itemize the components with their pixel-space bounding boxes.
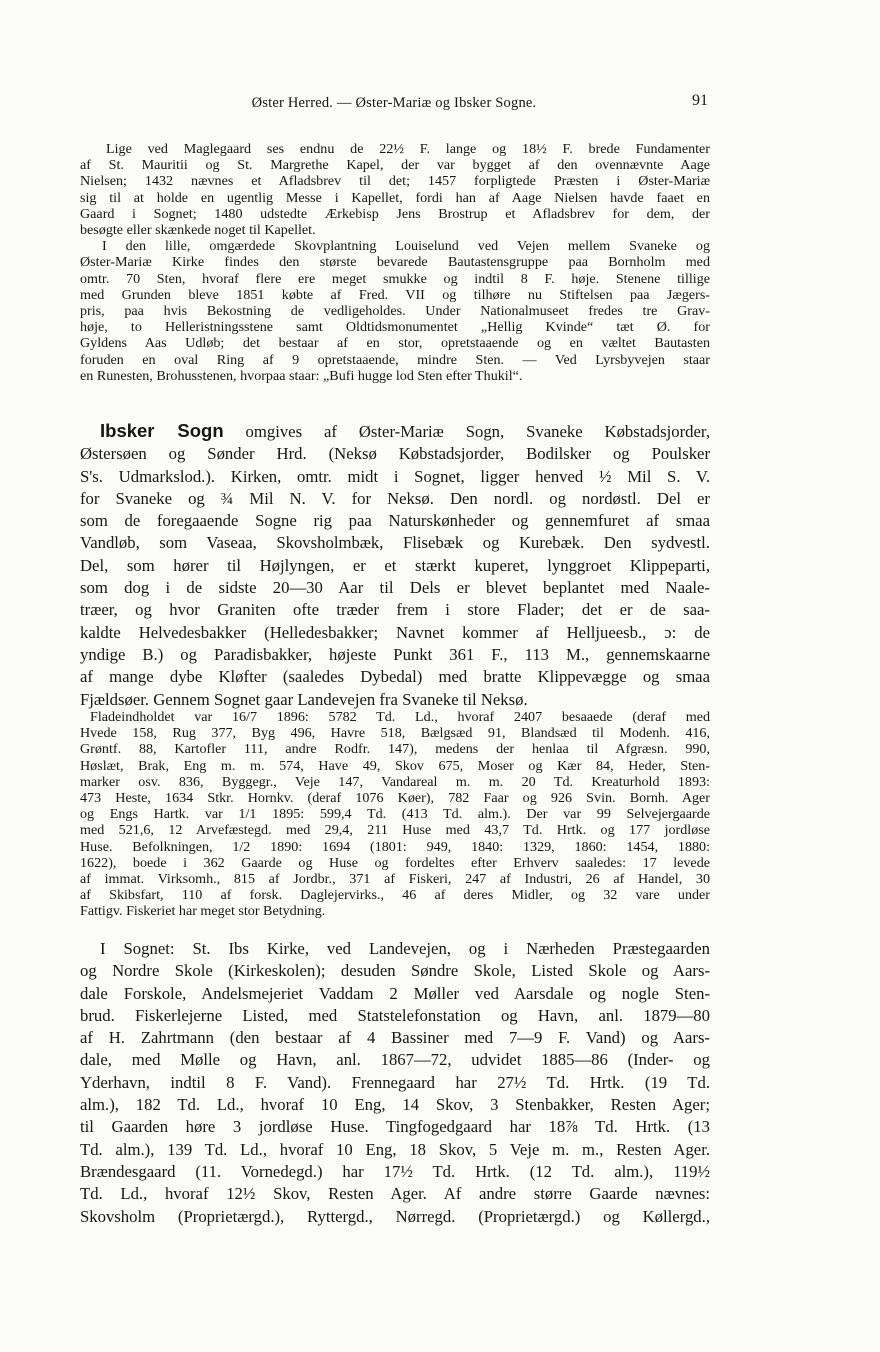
text-line: 1622), boede i 362 Gaarde og Huse og fordeltes efter Erhverv saaledes: 17 levede — [80, 854, 710, 871]
text-line: Gyldens Aas Udløb; det bestaar af en stor, opretstaaende og en væltet Bautasten — [80, 335, 710, 352]
text-fragment: omgives af Øster-Mariæ Sogn, Svaneke Købstadsjorder, — [245, 422, 710, 441]
text-line: med Grunden bleve 1851 købte af Fred. VII og tilhøre nu Stiftelsen paa Jægers- — [80, 286, 710, 303]
text-line: Øster-Mariæ Kirke findes den største bevarede Bautastensgruppe paa Bornholm med — [80, 254, 710, 271]
text-line: Brændesgaard (11. Vornedegd.) har 17½ Td. Hrtk. (12 Td. alm.), 119½ — [80, 1161, 710, 1181]
text-line: I den lille, omgærdede Skovplantning Louiselund ved Vejen mellem Svaneke og — [102, 238, 710, 255]
text-line: en Runesten, Brohusstenen, hvorpaa staar: „Bufi hugge lod Sten efter Thukil“. — [80, 367, 523, 384]
text-line: træer, og hvor Graniten ofte træder frem i store Flader; det er de saa- — [80, 600, 710, 620]
text-line: Td. Ld., hvoraf 12½ Skov, Resten Ager. Af andre større Gaarde nævnes: — [80, 1184, 710, 1204]
text-line: yndige B.) og Paradisbakker, højeste Punkt 361 F., 113 M., gennemskaarne — [80, 644, 710, 664]
text-line: Gaard i Sognet; 1480 udstedte Ærkebisp Jens Brostrup et Afladsbrev for dem, der — [80, 205, 710, 222]
text-line: foruden en oval Ring af 9 opretstaaende, mindre Sten. — Ved Lyrsbyvejen staar — [80, 351, 710, 368]
text-line: Skovsholm (Proprietærgd.), Ryttergd., Nørregd. (Proprietærgd.) og Køllergd., — [80, 1206, 710, 1226]
paragraph-statistics — [80, 709, 710, 920]
text-line: Fladeindholdet var 16/7 1896: 5782 Td. Ld., hvoraf 2407 besaaede (deraf med — [90, 709, 710, 725]
page-header — [80, 92, 708, 116]
text-line: omtr. 70 Sten, hvoraf flere ere meget smukke og indtil 8 F. høje. Stenene tillige — [80, 270, 710, 287]
text-line: af mange dybe Kløfter (saaledes Dybedal) med bratte Klippevægge og smaa — [80, 667, 710, 687]
text-line: Grøntf. 88, Kartofler 111, andre Rodfr. 147), medens der henlaa til Afgræsn. 990, — [80, 741, 710, 758]
text-line: og Nordre Skole (Kirkeskolen); desuden Søndre Skole, Listed Skole og Aars- — [80, 961, 710, 981]
text-line: I Sognet: St. Ibs Kirke, ved Landevejen, og i Nærheden Præstegaarden — [100, 939, 710, 958]
text-line: som de foregaaende Sogne rig paa Naturskønheder og gennemfuret af smaa — [80, 511, 710, 531]
text-line: Østersøen og Sønder Hrd. (Neksø Købstadsjorder, Bodilsker og Poulsker — [80, 444, 710, 464]
text-line: af St. Mauritii og St. Margrethe Kapel, der var bygget af den ovennævnte Aage — [80, 157, 710, 174]
text-line: besøgte eller skænkede noget til Kapellet. — [80, 222, 316, 239]
text-line: for Svaneke og ¾ Mil N. V. for Neksø. Den nordl. og nordøstl. Del er — [80, 488, 710, 508]
paragraph-i-sognet — [80, 938, 710, 1228]
text-line: pris, paa hvis Bekostning de vedligeholdes. Under Nationalmuseet fredes tre Grav- — [80, 303, 710, 320]
paragraph-st-mauritii — [80, 141, 710, 384]
running-head: Øster Herred. — Øster-Mariæ og Ibsker Sogne. — [251, 95, 537, 111]
section-lead: Ibsker Sogn — [100, 420, 224, 441]
text-line: høje, to Helleristningsstene samt Oldtidsmonumentet „Hellig Kvinde“ tæt Ø. for — [80, 319, 710, 336]
text-line: Høslæt, Brak, Eng m. m. 574, Have 49, Skov 675, Moser og Kær 84, Heder, Sten- — [80, 757, 710, 774]
text-line: Del, som hører til Højlyngen, er et stærkt kuperet, lynggroet Klippeparti, — [80, 555, 710, 575]
text-line: til Gaarden høre 3 jordløse Huse. Tingfogedgaard har 18⅞ Td. Hrtk. (13 — [80, 1117, 710, 1137]
text-line: af H. Zahrtmann (den bestaar af 4 Bassiner med 7—9 F. Vand) og Aars- — [80, 1028, 710, 1048]
paragraph-ibsker-sogn — [80, 420, 710, 711]
text-line: Lige ved Maglegaard ses endnu de 22½ F. lange og 18½ F. brede Fundamenter — [106, 141, 710, 157]
text-line: Td. alm.), 139 Td. Ld., hvoraf 10 Eng, 18 Skov, 5 Veje m. m., Resten Ager. — [80, 1139, 710, 1159]
text-line: Hvede 158, Rug 377, Byg 496, Havre 518, Bælgsæd 91, Blandsæd til Modenh. 416, — [80, 725, 710, 742]
text-line: Fjældsøer. Gennem Sognet gaar Landevejen fra Svaneke til Neksø. — [80, 689, 528, 709]
text-line: 473 Heste, 1634 Stkr. Hornkv. (deraf 1076 Køer), 782 Faar og 926 Svin. Bornh. Ager — [80, 790, 710, 807]
text-line: marker osv. 836, Byggegr., Veje 147, Vandareal m. m. 20 Td. Kreaturhold 1893: — [80, 773, 710, 790]
text-line: brud. Fiskerlejerne Listed, med Statstelefonstation og Havn, anl. 1879—80 — [80, 1005, 710, 1025]
text-line: Nielsen; 1432 nævnes et Afladsbrev til det; 1457 forpligtede Præsten i Øster-Mariæ — [80, 173, 710, 190]
text-line: Huse. Befolkningen, 1/2 1890: 1694 (1801: 949, 1840: 1329, 1860: 1454, 1880: — [80, 838, 710, 855]
text-line — [80, 420, 710, 443]
text-line: som dog i de sidste 20—30 Aar til Dels er blevet beplantet med Naale- — [80, 578, 710, 598]
text-line: dale Forskole, Andelsmejeriet Vaddam 2 Møller ved Aarsdale og nogle Sten- — [80, 983, 710, 1003]
text-line: alm.), 182 Td. Ld., hvoraf 10 Eng, 14 Skov, 3 Stenbakker, Resten Ager; — [80, 1095, 710, 1115]
text-line: Fattigv. Fiskeriet har meget stor Betydning. — [80, 903, 326, 920]
text-line: kaldte Helvedesbakker (Helledesbakker; Navnet kommer af Helljueesb., ɔ: de — [80, 622, 710, 642]
text-line: af immat. Virksomh., 815 af Jordbr., 371 af Fiskeri, 247 af Industri, 26 af Handel, 30 — [80, 871, 710, 888]
text-line: Vandløb, som Vaseaa, Skovsholmbæk, Flisebæk og Kurebæk. Den sydvestl. — [80, 533, 710, 553]
text-line: og Engs Hartk. var 1/1 1895: 599,4 Td. (413 Td. alm.). Der var 99 Selvejergaarde — [80, 806, 710, 823]
text-line: dale, med Mølle og Havn, anl. 1867—72, udvidet 1885—86 (Inder- og — [80, 1050, 710, 1070]
text-line: Yderhavn, indtil 8 F. Vand). Frennegaard har 27½ Td. Hrtk. (19 Td. — [80, 1072, 710, 1092]
text-line: af Skibsfart, 110 af forsk. Daglejervirks., 46 af deres Midler, og 32 vare under — [80, 887, 710, 904]
text-line: med 521,6, 12 Arvefæstegd. med 29,4, 211 Huse med 43,7 Td. Hrtk. og 177 jordløse — [80, 822, 710, 839]
text-line: sig til at holde en ugentlig Messe i Kapellet, fordi han af Aage Nielsen havde faaet en — [80, 189, 710, 206]
text-line: S's. Udmarkslod.). Kirken, omtr. midt i Sognet, ligger henved ½ Mil S. V. — [80, 466, 710, 486]
page-number: 91 — [692, 92, 708, 109]
